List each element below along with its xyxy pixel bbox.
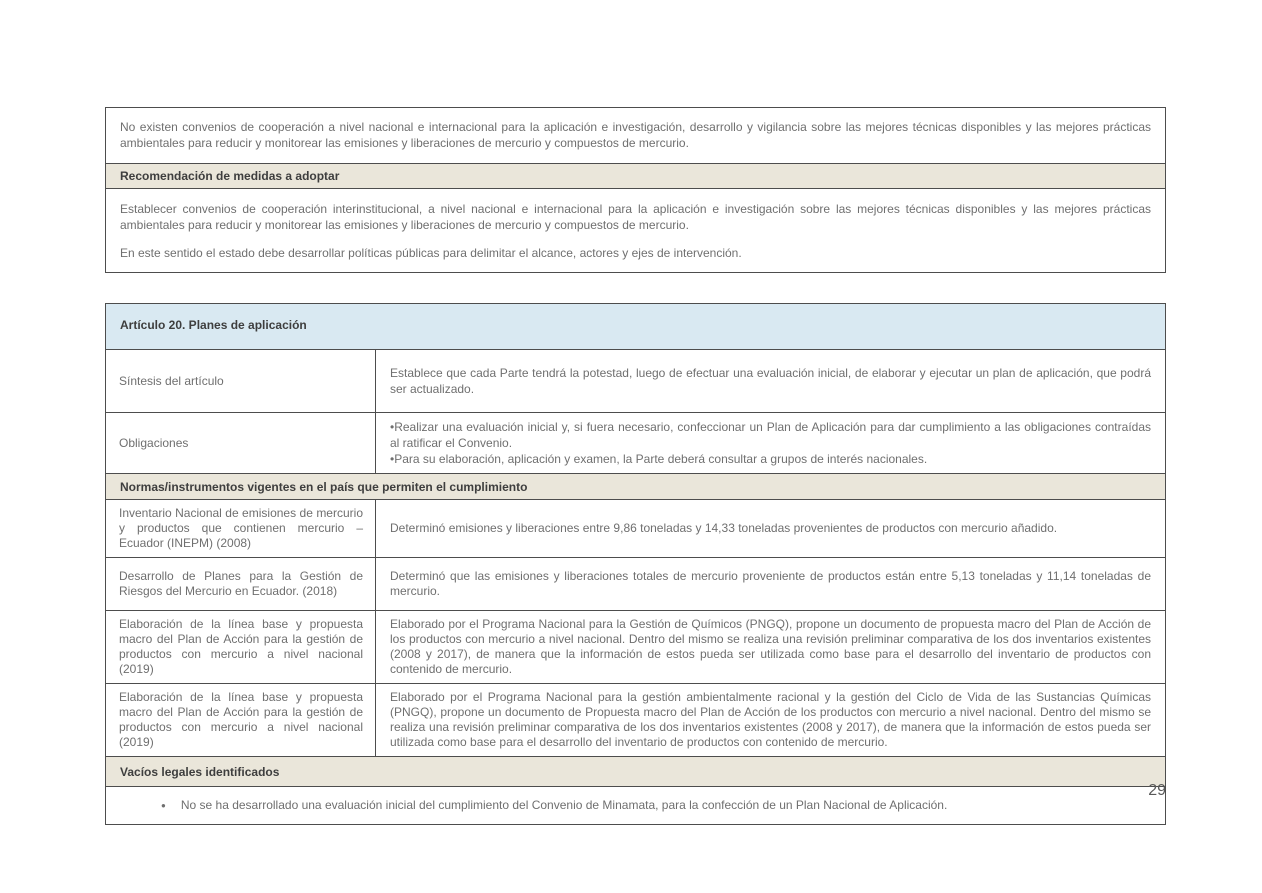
obligations-row	[106, 412, 1165, 473]
article-title: Artículo 20. Planes de aplicación	[106, 304, 1165, 349]
norm-row	[106, 683, 1165, 756]
obligations-list	[390, 419, 1151, 467]
norm-description: Elaborado por el Programa Nacional para la gestión ambientalmente racional y la gestión del Ciclo de Vida de las Sustancias Químicas (PNGQ), propone un documento de Propuesta macro del Plan de Acción de los productos con mercurio a nivel nacional. Dentro del mismo se realiza una revisión preliminar comparativa de los dos inventarios existentes (2008 y 2017), de manera que la información de estos pueda ser utilizada como base para el desarrollo del inventario de productos con contenido de mercurio.	[390, 690, 1151, 749]
recommendation-paragraph-2: En este sentido el estado debe desarrollar políticas públicas para delimitar el alcance, actores y ejes de intervención.	[120, 246, 742, 260]
synthesis-label-cell	[106, 350, 376, 412]
norm-description: Determinó emisiones y liberaciones entre 9,86 toneladas y 14,33 toneladas provenientes de productos con mercurio añadido.	[390, 521, 1058, 535]
obligations-label-cell	[106, 413, 376, 473]
norm-description: Determinó que las emisiones y liberaciones totales de mercurio proveniente de productos están entre 5,13 toneladas y 11,14 toneladas de mercurio.	[390, 569, 1151, 598]
norm-row	[106, 499, 1165, 557]
norm-description-cell	[376, 558, 1165, 610]
norm-description-cell	[376, 500, 1165, 557]
norm-name-cell	[106, 684, 376, 756]
norm-description: Elaborado por el Programa Nacional para la Gestión de Químicos (PNGQ), propone un documento de propuesta macro del Plan de Acción de los productos con mercurio a nivel nacional. Dentro del mismo se realiza una revisión preliminar comparativa de los dos inventarios existentes (2008 y 2017), de manera que la información de estos pueda ser utilizada como base para el desarrollo del inventario de productos con contenido de mercurio.	[390, 617, 1151, 676]
synthesis-label: Síntesis del artículo	[119, 374, 224, 388]
norm-name: Inventario Nacional de emisiones de mercurio y productos que contienen mercurio – Ecuador (INEPM) (2008)	[119, 506, 363, 550]
norm-name-cell	[106, 500, 376, 557]
obligation-item: • Para su elaboración, aplicación y examen, la Parte deberá consultar a grupos de interés nacionales.	[390, 451, 1151, 467]
finding-paragraph: No existen convenios de cooperación a nivel nacional e internacional para la aplicación e investigación, desarrollo y vigilancia sobre las mejores técnicas disponibles y las mejores prácticas ambientales para reducir y monitorear las emisiones y liberaciones de mercurio y compuestos de mercurio.	[120, 120, 1151, 150]
document-page	[105, 107, 1166, 825]
recommendation-paragraph-1: Establecer convenios de cooperación interinstitucional, a nivel nacional e internacional para la aplicación e investigación sobre las mejores técnicas disponibles y las mejores prácticas ambientales para reducir y monitorear las emisiones y liberaciones de mercurio y compuestos de mercurio.	[120, 202, 1151, 232]
obligations-text-cell	[376, 413, 1165, 473]
norm-name-cell	[106, 611, 376, 683]
obligation-item: • Realizar una evaluación inicial y, si fuera necesario, confeccionar un Plan de Aplicación para dar cumplimiento a las obligaciones contraídas al ratificar el Convenio.	[390, 419, 1151, 451]
gaps-header: Vacíos legales identificados	[106, 756, 1165, 786]
norm-description-cell	[376, 611, 1165, 683]
gap-item: ● No se ha desarrollado una evaluación inicial del cumplimiento del Convenio de Minamata, para la confección de un Plan Nacional de Aplicación.	[161, 797, 947, 814]
norm-name: Desarrollo de Planes para la Gestión de Riesgos del Mercurio en Ecuador. (2018)	[119, 569, 363, 598]
recommendation-body	[106, 188, 1165, 272]
norm-row	[106, 610, 1165, 683]
synthesis-text: Establece que cada Parte tendrá la potestad, luego de efectuar una evaluación inicial, de elaborar y ejecutar un plan de aplicación, que podrá ser actualizado.	[390, 366, 1151, 396]
synthesis-row	[106, 349, 1165, 412]
norms-header: Normas/instrumentos vigentes en el país que permiten el cumplimiento	[106, 473, 1165, 499]
gap-item-row	[106, 786, 1165, 824]
norm-name: Elaboración de la línea base y propuesta macro del Plan de Acción para la gestión de productos con mercurio a nivel nacional (2019)	[119, 617, 363, 676]
page-number: 29	[1148, 782, 1166, 799]
norm-description-cell	[376, 684, 1165, 756]
norm-name: Elaboración de la línea base y propuesta macro del Plan de Acción para la gestión de productos con mercurio a nivel nacional (2019)	[119, 690, 363, 749]
norm-name-cell	[106, 558, 376, 610]
norm-row	[106, 557, 1165, 610]
article-20-table	[105, 303, 1166, 825]
recommendation-table	[105, 107, 1166, 273]
synthesis-text-cell	[376, 350, 1165, 412]
recommendation-header: Recomendación de medidas a adoptar	[106, 163, 1165, 188]
obligations-label: Obligaciones	[119, 436, 189, 450]
